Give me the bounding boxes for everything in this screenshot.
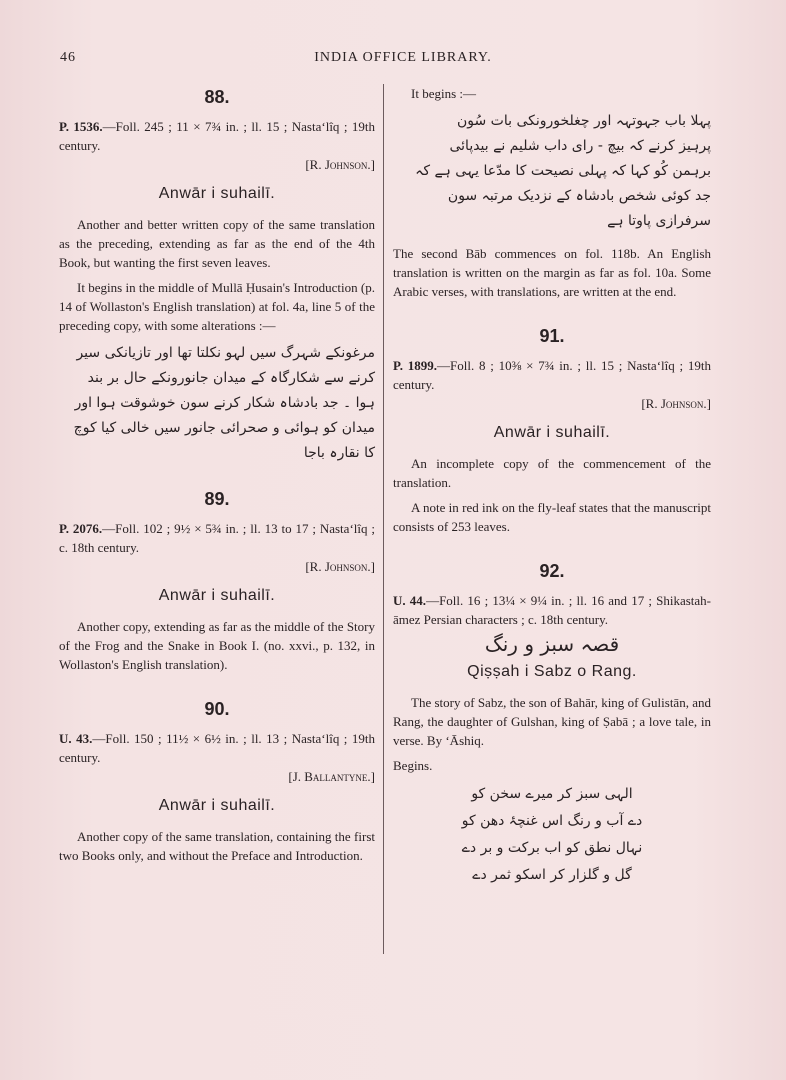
entry-details: —Foll. 102 ; 9½ × 5¾ in. ; ll. 13 to 17 ; Nastaʻlîq ; c. 18th century. <box>59 521 375 555</box>
entry-number: 89. <box>204 489 230 509</box>
paragraph: Another and better written copy of the same translation as the preceding, extending as far as the end of the 4th Book, but wanting the first seven leaves. <box>59 217 375 270</box>
paragraph: It begins :— <box>411 86 476 101</box>
shelf-mark: U. 43. <box>59 731 93 746</box>
shelf-mark: U. 44. <box>393 593 427 608</box>
urdu-title: قصہ سبز و رنگ <box>484 632 620 656</box>
entry-details: —Foll. 16 ; 13¼ × 9¼ in. ; ll. 16 and 17 ; Shikastah-āmez Persian characters ; c. 18th century. <box>393 593 712 627</box>
work-title: Anwār i suhailī. <box>158 587 276 604</box>
entry-number: 91. <box>539 326 565 346</box>
owner-name: [R. Johnson.] <box>305 157 375 172</box>
urdu-excerpt: پہلا باب جہوتہہ اور چغلخورونکی بات سُون پرہیز کرنے کہ بیچ - رای داب شلیم نے بیدپائی برہمن کُو کہا کہ پہلی نصیحت کا مدّعا یہی ہے کہ جد کوئی شخص بادشاہ کے نزدیک مرتبہ سون سرفرازی پاوتا ہے <box>415 113 711 229</box>
shelf-mark: P. 1899. <box>393 358 438 373</box>
right-column <box>393 84 711 889</box>
page-header <box>58 50 748 72</box>
paragraph: It begins in the middle of Mullā Ḥusain's Introduction (p. 14 of Wollaston's English translation) at fol. 4a, line 5 of the preceding copy, with some alterations :— <box>59 280 375 333</box>
work-title: Qiṣṣah i Sabz o Rang. <box>467 663 637 680</box>
entry-details: —Foll. 245 ; 11 × 7¾ in. ; ll. 15 ; Nastaʻlîq ; 19th century. <box>59 119 375 153</box>
urdu-poem: الہی سبز کر میرے سخن کو دے آب و رنگ اس غنچۂ دھن کو نہال نطق کو اب برکت و بر دے گل و گلزار کر اسکو ثمر دے <box>461 786 643 883</box>
paragraph: A note in red ink on the fly-leaf states that the manuscript consists of 253 leaves. <box>393 500 711 534</box>
work-title: Anwār i suhailī. <box>493 424 611 441</box>
paragraph: Begins. <box>393 758 433 773</box>
entry-description <box>59 729 375 767</box>
entry-details: —Foll. 8 ; 10⅜ × 7¾ in. ; ll. 15 ; Nastaʻlîq ; 19th century. <box>393 358 711 392</box>
work-title: Anwār i suhailī. <box>158 797 276 814</box>
column-divider <box>383 84 384 954</box>
left-column <box>59 84 375 871</box>
owner-name: [R. Johnson.] <box>305 559 375 574</box>
page-number: 46 <box>60 50 76 65</box>
paragraph: The second Bāb commences on fol. 118b. An English translation is written on the margin as far as fol. 10a. Some Arabic verses, with translations, are written at the end. <box>393 246 711 299</box>
entry-description <box>393 356 711 394</box>
entry-description <box>59 519 375 557</box>
shelf-mark: P. 2076. <box>59 521 103 536</box>
paragraph: Another copy of the same translation, containing the first two Books only, and without the Preface and Introduction. <box>59 829 375 863</box>
paragraph: The story of Sabz, the son of Bahār, king of Gulistān, and Rang, the daughter of Gulshan, king of Ṣabā ; a love tale, in verse. By ʻĀshiq. <box>393 695 711 748</box>
entry-description <box>393 591 711 629</box>
urdu-excerpt: مرغونکے شہرگ سیں لہو نکلتا تھا اور تازیانکی سیر کرنے سے شکارگاہ کے میدان جانورونکے حال بر بند ہوا ۔ جد بادشاہ شکار کرنے سون خوشوقت ہوا اور میدان کو ہوائی و صحرائی جانور سیں خالی کیا کوچ کا نقارہ باجا <box>73 345 375 461</box>
entry-number: 90. <box>204 699 230 719</box>
entry-description <box>59 117 375 155</box>
paragraph: An incomplete copy of the commencement of the translation. <box>393 456 711 490</box>
entry-number: 92. <box>539 561 565 581</box>
owner-name: [J. Ballantyne.] <box>288 769 375 784</box>
entry-number: 88. <box>204 87 230 107</box>
owner-name: [R. Johnson.] <box>641 396 711 411</box>
entry-details: —Foll. 150 ; 11½ × 6½ in. ; ll. 13 ; Nastaʻlîq ; 19th century. <box>59 731 375 765</box>
shelf-mark: P. 1536. <box>59 119 103 134</box>
work-title: Anwār i suhailī. <box>158 185 276 202</box>
running-title: INDIA OFFICE LIBRARY. <box>314 50 492 65</box>
paragraph: Another copy, extending as far as the middle of the Story of the Frog and the Snake in Book I. (no. xxvi., p. 132, in Wollaston's English translation). <box>59 619 375 672</box>
